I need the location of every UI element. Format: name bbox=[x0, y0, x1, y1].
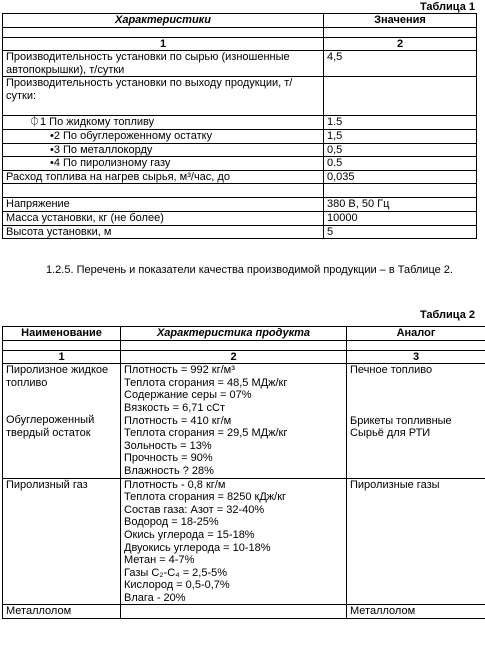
table-row bbox=[3, 605, 485, 619]
table2-header-characteristics: Характеристика продукта bbox=[121, 327, 347, 341]
table-row bbox=[3, 478, 485, 605]
row-value: 1,5 bbox=[324, 129, 477, 143]
paragraph-text: 1.2.5. Перечень и показатели качества производимой продукции – в Таблице 2. bbox=[46, 264, 453, 276]
table1-caption: Таблица 1 bbox=[419, 1, 475, 13]
table2-header-name: Наименование bbox=[3, 327, 121, 341]
table-row bbox=[3, 116, 477, 130]
char-line: Водород = 18-25% bbox=[124, 516, 219, 529]
row-value: 4,5 bbox=[324, 51, 477, 77]
table-row bbox=[3, 51, 477, 77]
analog-text: Печное топливо bbox=[350, 364, 433, 377]
char-line: Состав газа: Азот = 32-40% bbox=[124, 503, 265, 516]
table2 bbox=[2, 326, 485, 619]
char-line: Влага - 20% bbox=[124, 591, 186, 604]
row-value: 10000 bbox=[324, 211, 477, 225]
char-line: Прочность = 90% bbox=[124, 452, 213, 465]
row-label: Производительность установки по сырью (изношенные автопокрышки), т/сутки bbox=[3, 51, 324, 77]
table-row bbox=[3, 225, 477, 239]
table2-colnum-3: 3 bbox=[347, 350, 485, 364]
table-row bbox=[3, 129, 477, 143]
char-line: Теплота сгорания = 8250 кДж/кг bbox=[124, 491, 287, 504]
char-line: Содержание серы = 07% bbox=[124, 389, 252, 402]
row-chars-cell bbox=[121, 478, 347, 605]
row-label: •2 По обуглероженному остатку bbox=[3, 129, 324, 143]
char-line: Метан = 4-7% bbox=[124, 554, 195, 567]
row-label: Высота установки, м bbox=[3, 225, 324, 239]
table2-header-row bbox=[3, 327, 485, 341]
table-row bbox=[3, 364, 485, 478]
row-label: Масса установки, кг (не более) bbox=[3, 211, 324, 225]
char-line: Вязкость = 6,71 сСт bbox=[124, 401, 226, 414]
char-line: Окись углерода = 15-18% bbox=[124, 528, 255, 541]
analog-text: Брикеты топливные Сырьё для РТИ bbox=[350, 414, 452, 440]
char-line: Двуокись углерода = 10-18% bbox=[124, 541, 271, 554]
row-label: Производительность установки по выходу продукции, т/сутки: bbox=[3, 77, 324, 116]
table-row bbox=[3, 198, 477, 212]
row-chars-cell bbox=[121, 364, 347, 478]
char-line: Плотность - 0,8 кг/м bbox=[124, 478, 226, 491]
row-label: Напряжение bbox=[3, 198, 324, 212]
row-value: 5 bbox=[324, 225, 477, 239]
table2-colnum-2: 2 bbox=[121, 350, 347, 364]
row-value bbox=[324, 77, 477, 116]
row-value: 380 В, 50 Гц bbox=[324, 198, 477, 212]
table-row bbox=[3, 170, 477, 184]
table-row bbox=[3, 157, 477, 171]
analog-text: Металлолом bbox=[347, 605, 485, 619]
product-name: Пиролизный газ bbox=[3, 478, 121, 605]
clock-icon: ⏀ bbox=[29, 116, 40, 129]
row-label: Расход топлива на нагрев сырья, м³/час, до bbox=[3, 170, 324, 184]
table1-column-numbers bbox=[3, 37, 477, 51]
row-label: •4 По пиролизному газу bbox=[3, 157, 324, 171]
table1-header-values: Значения bbox=[324, 14, 477, 28]
row-analog-cell bbox=[347, 364, 485, 478]
table-row bbox=[3, 184, 477, 198]
product-name: Металлолом bbox=[3, 605, 121, 619]
char-line: Плотность = 992 кг/м³ bbox=[124, 364, 235, 377]
char-line: Плотность = 410 кг/м bbox=[124, 414, 232, 427]
product-name: Пиролизное жидкое топливо bbox=[6, 364, 109, 389]
row-value: 0,5 bbox=[324, 143, 477, 157]
table-row bbox=[3, 143, 477, 157]
row-value: 0,035 bbox=[324, 170, 477, 184]
section-paragraph bbox=[10, 263, 475, 277]
product-name: Обуглероженный твердый остаток bbox=[6, 414, 95, 439]
char-line: Зольность = 13% bbox=[124, 439, 212, 452]
table1-header-row bbox=[3, 14, 477, 28]
analog-text: Пиролизные газы bbox=[347, 478, 485, 605]
table-row bbox=[3, 211, 477, 225]
table1 bbox=[2, 13, 477, 239]
table1-colnum-2: 2 bbox=[324, 37, 477, 51]
char-line: Теплота сгорания = 48,5 МДж/кг bbox=[124, 376, 288, 389]
table1-header-characteristics: Характеристики bbox=[3, 14, 324, 28]
row-label bbox=[3, 184, 324, 198]
table2-caption: Таблица 2 bbox=[419, 309, 475, 321]
table2-column-numbers bbox=[3, 350, 485, 364]
row-value: 0.5 bbox=[324, 157, 477, 171]
char-line: Газы C₂-C₄ = 2,5-5% bbox=[124, 566, 228, 579]
table-row bbox=[3, 77, 477, 116]
char-line: Кислород = 0,5-0,7% bbox=[124, 579, 230, 592]
row-value bbox=[324, 184, 477, 198]
row-name-cell bbox=[3, 364, 121, 478]
char-line: Теплота сгорания = 29,5 МДж/кг bbox=[124, 427, 288, 440]
table2-colnum-1: 1 bbox=[3, 350, 121, 364]
row-value: 1.5 bbox=[324, 116, 477, 130]
table1-colnum-1: 1 bbox=[3, 37, 324, 51]
char-line: Влажность ? 28% bbox=[124, 464, 214, 477]
table2-header-analog: Аналог bbox=[347, 327, 485, 341]
row-label-text: 1 По жидкому топливу bbox=[40, 116, 155, 129]
row-label: •3 По металлокорду bbox=[3, 143, 324, 157]
row-label bbox=[3, 116, 324, 130]
